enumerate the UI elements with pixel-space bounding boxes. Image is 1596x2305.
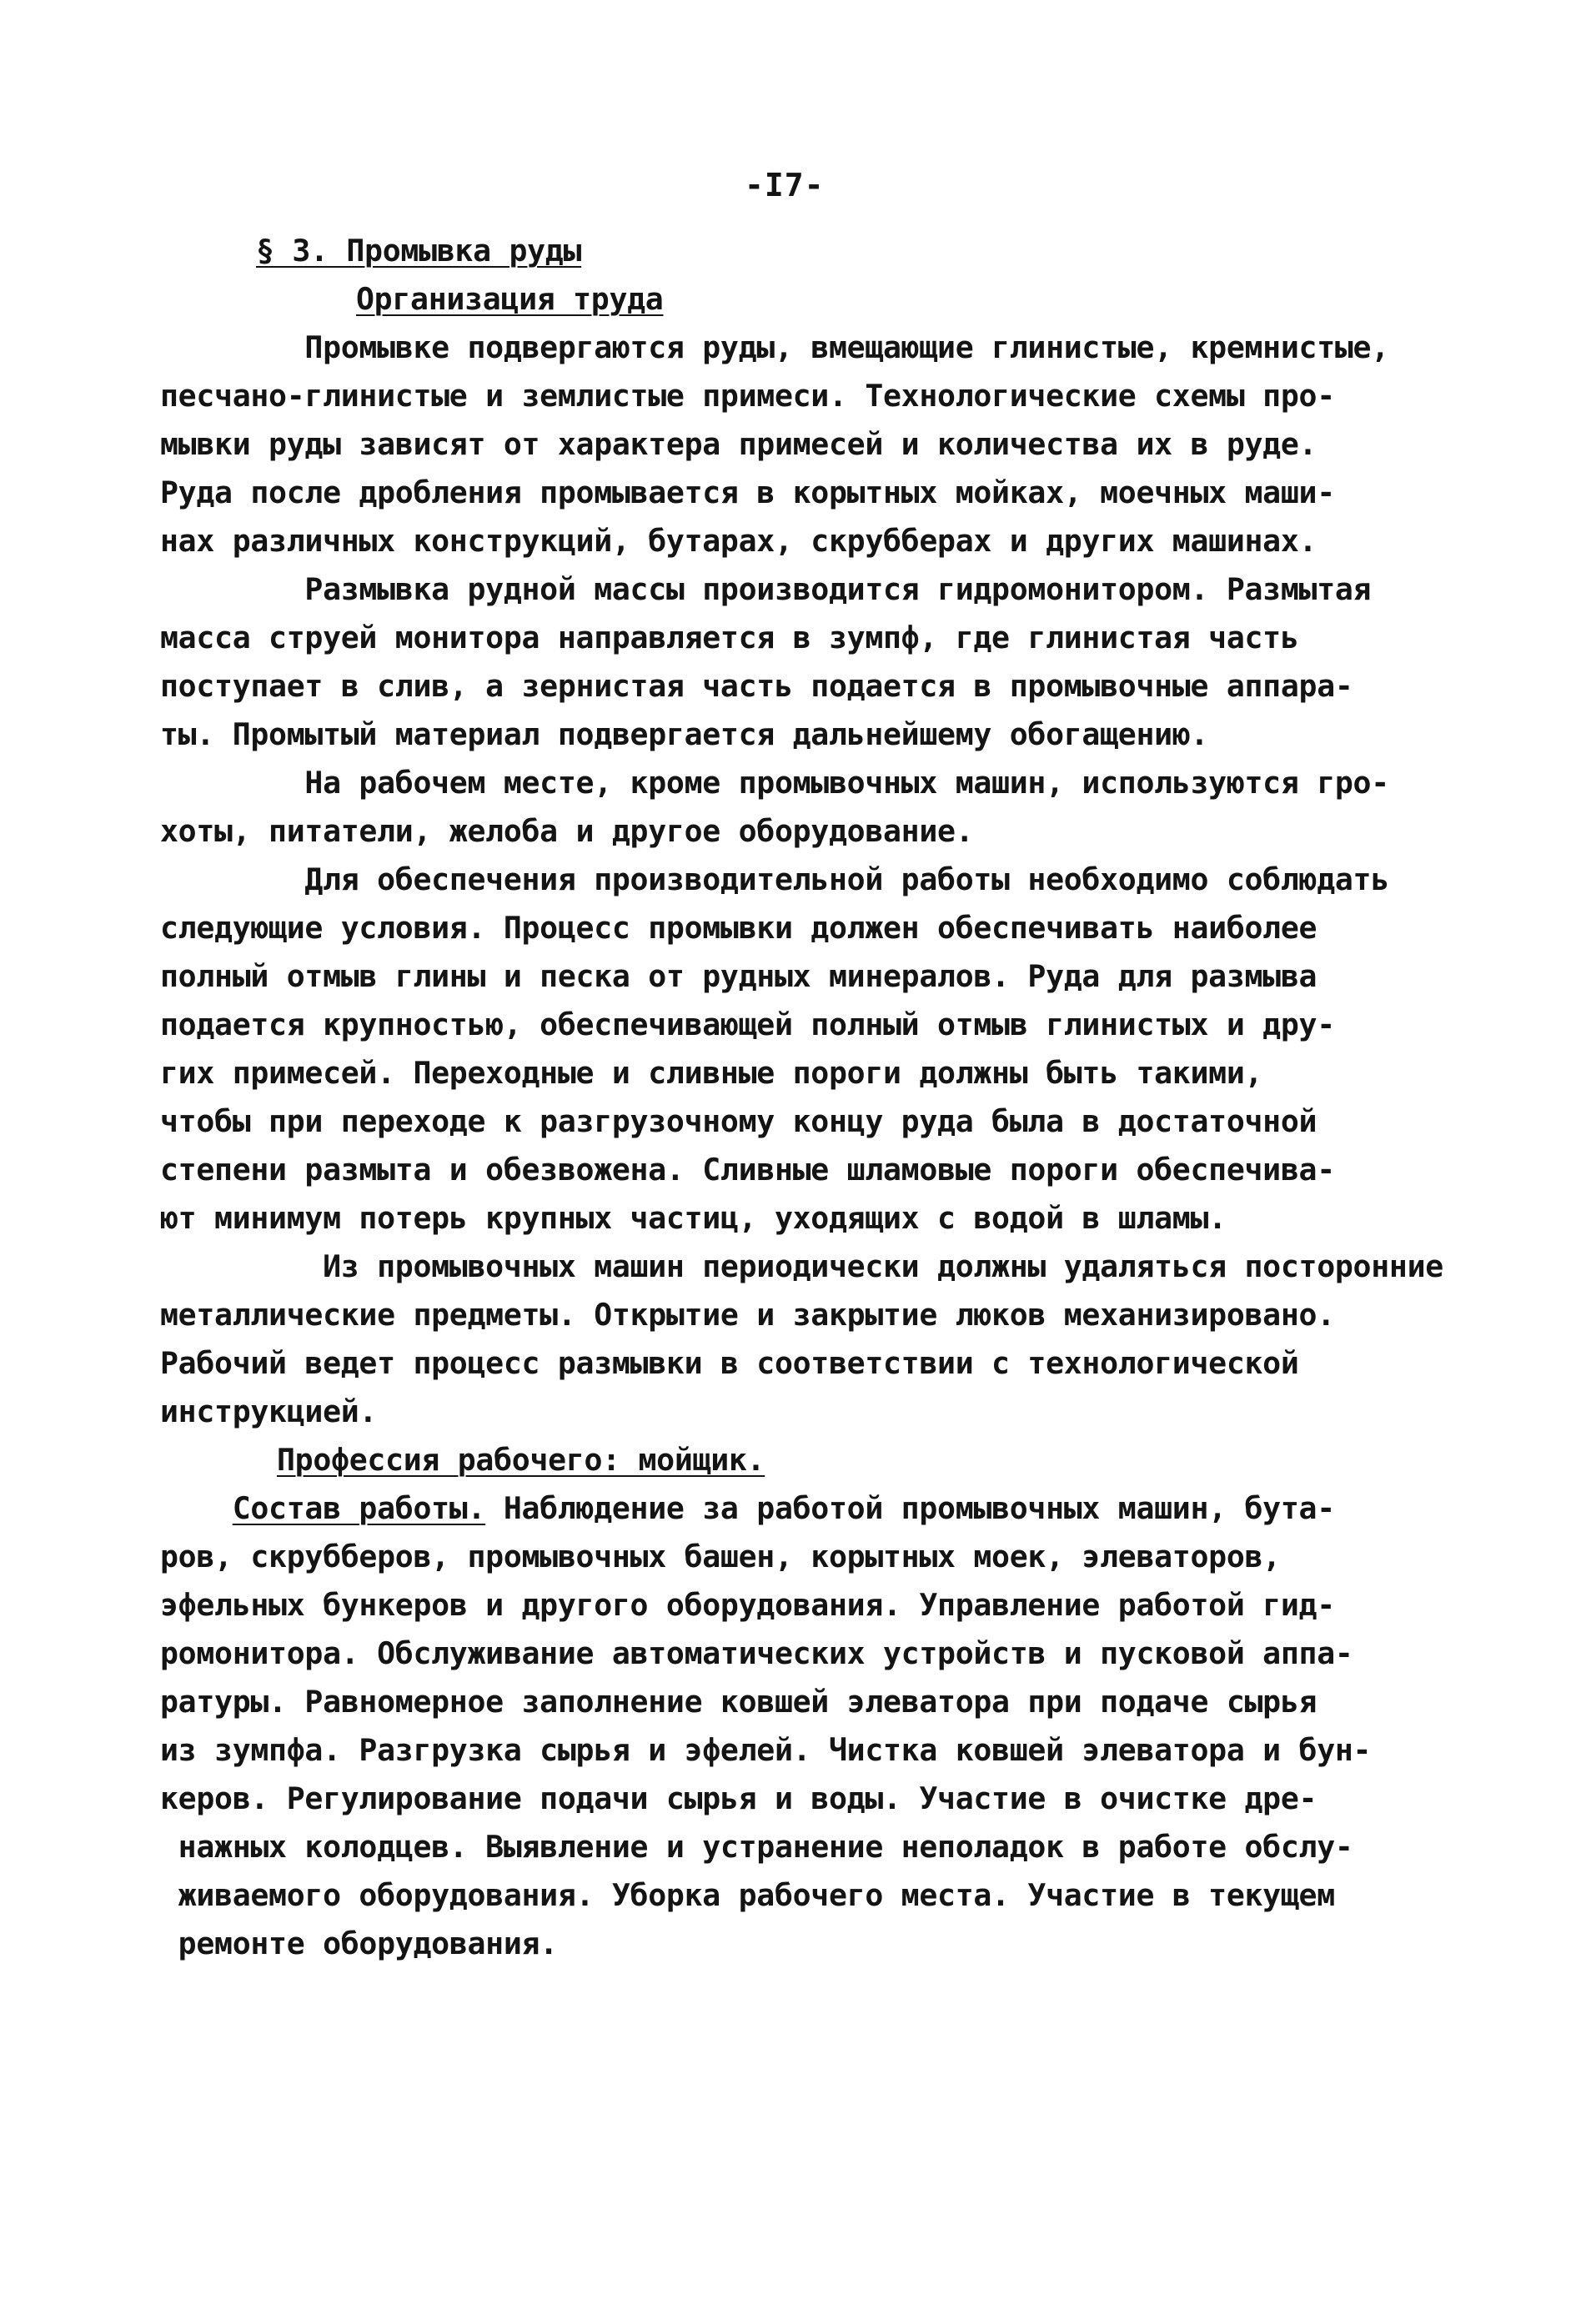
subheading-line bbox=[160, 275, 1494, 324]
text-line: нах различных конструкций, бутарах, скрубберах и других машинах. bbox=[160, 523, 1317, 559]
text-line: подается крупностью, обеспечивающей полный отмыв глинистых и дру- bbox=[160, 1007, 1335, 1042]
work-first-line-text: Наблюдение за работой промывочных машин, бута- bbox=[485, 1490, 1335, 1526]
work-first-line bbox=[160, 1484, 1494, 1533]
text-line: живаемого оборудования. Уборка рабочего места. Участие в текущем bbox=[160, 1877, 1335, 1913]
text-line: следующие условия. Процесс промывки должен обеспечивать наиболее bbox=[160, 910, 1317, 946]
section-heading: § 3. Промывка руды bbox=[256, 233, 582, 269]
text-line: поступает в слив, а зернистая часть подается в промывочные аппара- bbox=[160, 668, 1353, 704]
text-line: полный отмыв глины и песка от рудных минералов. Руда для размыва bbox=[160, 958, 1317, 994]
text-line: ромонитора. Обслуживание автоматических устройств и пусковой аппа- bbox=[160, 1635, 1353, 1671]
subheading: Организация труда bbox=[356, 281, 664, 317]
section-heading-line bbox=[160, 227, 1494, 275]
page-number: -I7- bbox=[745, 167, 825, 203]
text-line: ремонте оборудования. bbox=[160, 1926, 558, 1961]
text-line: Руда после дробления промывается в корытных мойках, моечных маши- bbox=[160, 475, 1335, 510]
text-line: Для обеспечения производительной работы необходимо соблюдать bbox=[160, 861, 1389, 897]
text-line: песчано-глинистые и землистые примеси. Технологические схемы про- bbox=[160, 378, 1335, 414]
text-line: хоты, питатели, желоба и другое оборудование. bbox=[160, 813, 974, 849]
text-line: инструкцией. bbox=[160, 1394, 378, 1429]
text-line: ют минимум потерь крупных частиц, уходящих с водой в шламы. bbox=[160, 1200, 1227, 1236]
text-line: мывки руды зависят от характера примесей и количества их в руде. bbox=[160, 426, 1317, 462]
text-line: Рабочий ведет процесс размывки в соответствии с технологической bbox=[160, 1345, 1299, 1381]
text-line: гих примесей. Переходные и сливные пороги должны быть такими, bbox=[160, 1055, 1263, 1091]
text-line: ты. Промытый материал подвергается дальнейшему обогащению. bbox=[160, 716, 1209, 752]
text-line: ров, скрубберов, промывочных башен, корытных моек, элеваторов, bbox=[160, 1539, 1281, 1574]
text-line: масса струей монитора направляется в зумпф, где глинистая часть bbox=[160, 620, 1299, 655]
text-line: Размывка рудной массы производится гидромонитором. Размытая bbox=[160, 571, 1372, 607]
text-line: На рабочем месте, кроме промывочных машин, используются гро- bbox=[160, 765, 1389, 801]
text-line: нажных колодцев. Выявление и устранение неполадок в работе обслу- bbox=[160, 1829, 1353, 1865]
text-body bbox=[160, 227, 1494, 1968]
text-line: ратуры. Равномерное заполнение ковшей элеватора при подаче сырья bbox=[160, 1684, 1317, 1720]
profession-line bbox=[160, 1436, 1494, 1484]
work-composition-label: Состав работы. bbox=[232, 1490, 486, 1526]
profession-heading: Профессия рабочего: мойщик. bbox=[277, 1442, 765, 1478]
text-line: металлические предметы. Открытие и закрытие люков механизировано. bbox=[160, 1297, 1335, 1333]
text-line: чтобы при переходе к разгрузочному концу руда была в достаточной bbox=[160, 1103, 1317, 1139]
text-line: Из промывочных машин периодически должны удаляться посторонние bbox=[160, 1248, 1443, 1284]
text-line: степени размыта и обезвожена. Сливные шламовые пороги обеспечива- bbox=[160, 1152, 1335, 1188]
text-line: керов. Регулирование подачи сырья и воды. Участие в очистке дре- bbox=[160, 1780, 1317, 1816]
text-line: из зумпфа. Разгрузка сырья и эфелей. Чистка ковшей элеватора и бун- bbox=[160, 1732, 1372, 1768]
text-line: эфельных бункеров и другого оборудования. Управление работой гид- bbox=[160, 1587, 1335, 1623]
text-line: Промывке подвергаются руды, вмещающие глинистые, кремнистые, bbox=[160, 329, 1389, 365]
